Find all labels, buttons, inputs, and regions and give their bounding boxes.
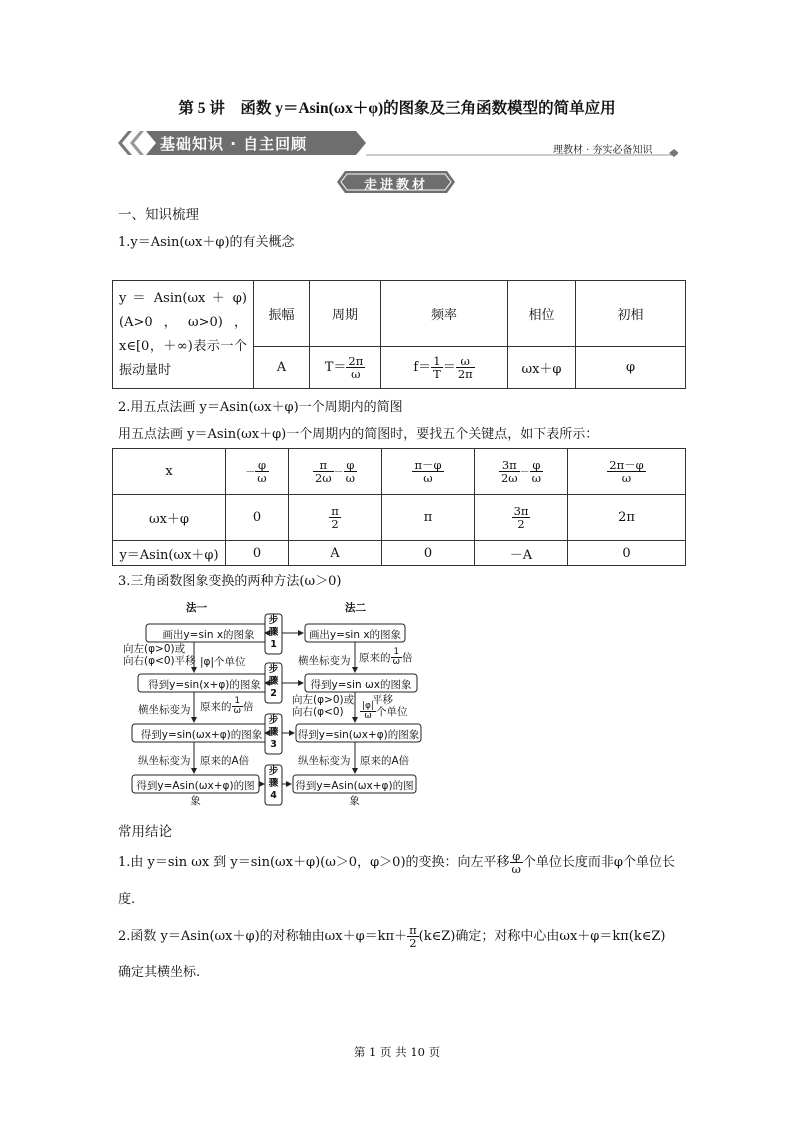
m1-t1-right: |φ|个单位 [200,656,246,668]
m2-t2-left: 向左(φ>0)或 向右(φ<0) [292,694,355,718]
x3-n: π－φ [414,457,442,472]
m1-box-2-text: 得到y=sin(x+φ)的图象 [148,679,261,691]
freq-eq: ＝ [442,360,456,375]
step-label-4: 步 骤 4 [268,766,279,801]
m1-t3-right: 原来的A倍 [200,755,250,767]
x2-sign: － [333,467,344,478]
step-label-3: 步 骤 3 [268,715,279,750]
freq-den1: T [433,367,441,381]
x4-n1: 3π [499,459,520,472]
x3-d: ω [423,471,433,485]
page-title: 第 5 讲 函数 y＝Asin(ωx＋φ)的图象及三角函数模型的简单应用 [178,100,616,117]
page-footer: 第 1 页 共 10 页 [353,1045,441,1059]
step-label-1: 步 骤 1 [268,615,279,650]
header-phase: 相位 [508,281,576,347]
x4-sign: － [519,467,530,478]
phase4-n: 3π [513,503,529,518]
conclusion-2-frac: $\frac{\pi}{2}$ [409,923,417,951]
subheading-2: 2.用五点法画 y＝Asin(ωx＋φ)一个周期内的简图 [118,400,403,415]
m1-box-4-text: 得到y=Asin(ωx+φ)的图象 [136,780,255,807]
banner-subtitle: 理教材 · 夯实必备知识 [553,145,653,156]
m2-t1-left: 横坐标变为 [298,655,351,667]
m1-t2-left: 横坐标变为 [138,704,191,716]
y-cell-5: 0 [568,541,686,566]
m1-t3-left: 纵坐标变为 [138,755,191,767]
period-den: ω [351,367,361,381]
phase-cell-1: 0 [226,495,289,541]
x2-n2: φ [344,459,357,472]
row-y-label: y＝Asin(ωx＋φ) [113,541,226,566]
subheading-1: 1.y＝Asin(ωx＋φ)的有关概念 [118,235,295,250]
y-cell-3: 0 [382,541,475,566]
paragraph-2: 用五点法画 y＝Asin(ωx＋φ)一个周期内的简图时，要找五个关键点，如下表所示： [118,427,599,442]
conclusion-1-cont: 度. [118,892,136,907]
period-num: 2π [348,353,364,368]
section-heading-1: 一、知识梳理 [118,207,199,223]
conclusion-1-frac: $\frac{\varphi}{\omega}$ [511,849,521,877]
header-initial-phase: 初相 [576,281,686,347]
conclusion-2-text-b: (k∈Z)确定；对称中心由ωx＋φ＝kπ(k∈Z) [418,929,666,945]
m2-box-4-text: 得到y=Asin(ωx+φ)的图象 [295,780,414,807]
m2-box-3-text: 得到y=sin(ωx+φ)的图象 [297,729,420,741]
conclusion-1-text-a: 1.由 y＝sin ωx 到 y＝sin(ωx＋φ)(ω＞0，φ＞0)的变换：向左平移 [118,855,510,871]
conclusion-2-text-a: 2.函数 y＝Asin(ωx＋φ)的对称轴由ωx＋φ＝kπ＋ [118,929,408,945]
m2-t2-shift: 平移 [372,694,393,706]
cell-phase: ωx＋φ [508,347,576,389]
x2-d2: ω [345,471,356,485]
m1-t2-right: 原来的 $\frac{1}{\omega}$ 倍 [200,696,254,717]
step-label-2: 步 骤 2 [268,664,279,699]
m2-t1-right: 原来的 $\frac{1}{\omega}$ 倍 [359,647,413,668]
row-phase-label: ωx＋φ [113,495,226,541]
banner-title: 基础知识 · 自主回顾 [160,135,308,153]
m2-t2-right: $\frac{|\varphi|}{\omega}$ 个单位 [362,701,408,722]
phase-cell-5: 2π [568,495,686,541]
concept-desc: y ＝ Asin(ωx ＋ φ)(A>0，ω>0)，x∈[0，＋∞)表示一个振动量时 [113,281,254,389]
freq-den2: 2π [457,367,473,381]
m2-box-2-text: 得到y=sin ωx的图象 [310,679,412,691]
phase4-d: 2 [517,517,525,531]
header-amplitude: 振幅 [254,281,310,347]
phase2-d: 2 [331,517,339,531]
m2-t3-left: 纵坐标变为 [298,755,351,767]
m2-box-1-text: 画出y=sin x的图象 [308,629,402,641]
cell-initial-phase: φ [576,347,686,389]
y-cell-1: 0 [226,541,289,566]
x5-n: 2π－φ [609,457,644,472]
y-cell-4: －A [475,541,568,566]
phase2-n: π [331,503,339,518]
x1-d: ω [257,471,267,485]
x4-n2: φ [530,459,543,472]
header-period: 周期 [310,281,381,347]
x4-d2: ω [531,471,542,485]
x2-n1: π [313,459,334,472]
period-prefix: T＝ [324,360,347,375]
cell-amplitude: A [254,347,310,389]
pill-label: 走进教材 [363,178,428,193]
conclusion-1-text-b: 个单位长度而非φ个单位长 [522,855,676,871]
method1-label: 法一 [186,602,207,614]
header-frequency: 频率 [381,281,508,347]
x5-d: ω [621,471,632,485]
freq-prefix: f＝ [413,360,432,375]
phase-cell-3: π [382,495,475,541]
section-heading-2: 常用结论 [118,824,172,840]
y-cell-2: A [289,541,382,566]
conclusion-2-cont: 确定其横坐标. [118,965,201,980]
row-x-label: x [113,449,226,495]
x1-sign: － [245,467,256,478]
freq-num1: 1 [431,355,443,368]
x2-d1: 2ω [314,471,332,485]
m1-box-1-text: 画出y=sin x的图象 [162,629,255,641]
subheading-3: 3.三角函数图象变换的两种方法(ω＞0) [118,574,342,589]
x4-d1: 2ω [500,471,518,485]
conclusion-1 [118,850,675,875]
conclusion-2 [118,924,665,949]
m1-box-3-text: 得到y=sin(ωx+φ)的图象 [140,729,263,741]
method2-label: 法二 [345,602,366,614]
m1-t1-left: 向左(φ>0)或 向右(φ<0)平移 [123,643,196,667]
x1-n: φ [255,459,268,472]
m2-t3-right: 原来的A倍 [360,755,410,767]
freq-num2: ω [456,355,475,368]
